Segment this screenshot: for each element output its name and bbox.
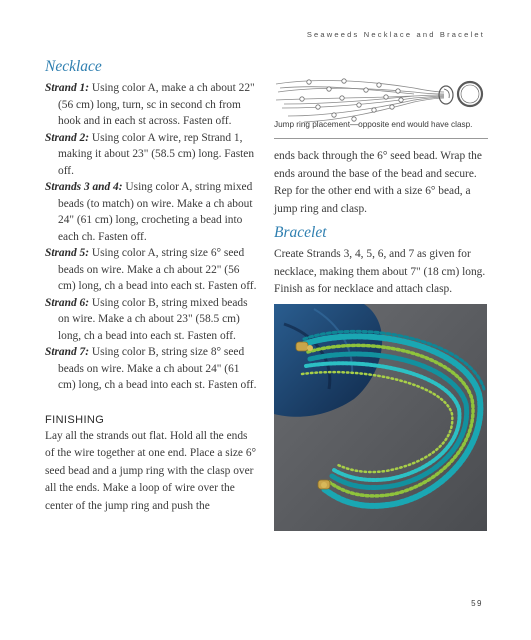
finishing-heading: FINISHING xyxy=(45,413,105,426)
bracelet-image xyxy=(274,304,487,531)
left-column xyxy=(45,58,257,515)
illustration-caption: Jump ring placement—opposite end would have clasp. xyxy=(274,120,473,129)
right-column xyxy=(274,148,488,299)
strand-text: Using color A, string mixed beads (to match) on wire. Make a ch about 24" (61 cm) long, crocheting a bead into each ch. Fasten off. xyxy=(58,181,253,243)
bracelet-photo xyxy=(274,304,487,531)
strand-text: Using color B, string mixed beads on wire. Make a ch about 23" (58.5 cm) long, ch a bead into each st. Fasten off. xyxy=(58,296,248,342)
strand-text: Using color A wire, rep Strand 1, making it about 23" (58.5 cm) long. Fasten off. xyxy=(58,131,255,177)
strand-1-instruction xyxy=(45,80,257,130)
continuation-text: ends back through the 6° seed bead. Wrap the ends around the base of the bead and secure. Rep for the other end with a size 6° bead, a jump ring and clasp. xyxy=(274,150,482,215)
jump-ring-illustration xyxy=(274,70,488,126)
strand-2-instruction xyxy=(45,130,257,180)
strand-text: Using color B, string size 8° seed beads on wire. Make a ch about 24" (61 cm) long, ch a bead into each st. Fasten off. xyxy=(58,346,257,391)
strand-5-instruction xyxy=(45,245,257,295)
strand-label: Strand 5: xyxy=(45,247,89,259)
strand-6-instruction xyxy=(45,295,257,345)
necklace-heading: Necklace xyxy=(45,58,102,75)
page-number: 59 xyxy=(471,599,483,608)
strand-7-instruction xyxy=(45,344,257,394)
strand-label: Strands 3 and 4: xyxy=(45,181,123,193)
strands-3-4-instruction xyxy=(45,179,257,245)
strand-text: Using color A, make a ch about 22" (56 cm) long, turn, sc in second ch from hook and in each st across. Fasten off. xyxy=(58,82,255,127)
strand-label: Strand 2: xyxy=(45,131,89,144)
strand-label: Strand 6: xyxy=(45,296,89,309)
finishing-text: Lay all the strands out flat. Hold all the ends of the wire together at one end. Place a size 6° seed bead and a jump ring with the clasp over all the ends. Make a loop of wire over the center of the jump ring and push the xyxy=(45,429,257,512)
bracelet-heading: Bracelet xyxy=(274,224,327,241)
caption-divider xyxy=(274,138,488,139)
strand-label: Strand 7: xyxy=(45,346,89,358)
bracelet-text: Create Strands 3, 4, 5, 6, and 7 as given for necklace, making them about 7" (18 cm) long. Finish as for necklace and attach clasp. xyxy=(274,248,486,295)
strand-text: Using color A, string size 6° seed beads on wire. Make a ch about 22" (56 cm) long, ch a bead into each st. Fasten off. xyxy=(58,247,257,292)
running-head: Seaweeds Necklace and Bracelet xyxy=(306,30,485,39)
strand-label: Strand 1: xyxy=(45,82,89,94)
